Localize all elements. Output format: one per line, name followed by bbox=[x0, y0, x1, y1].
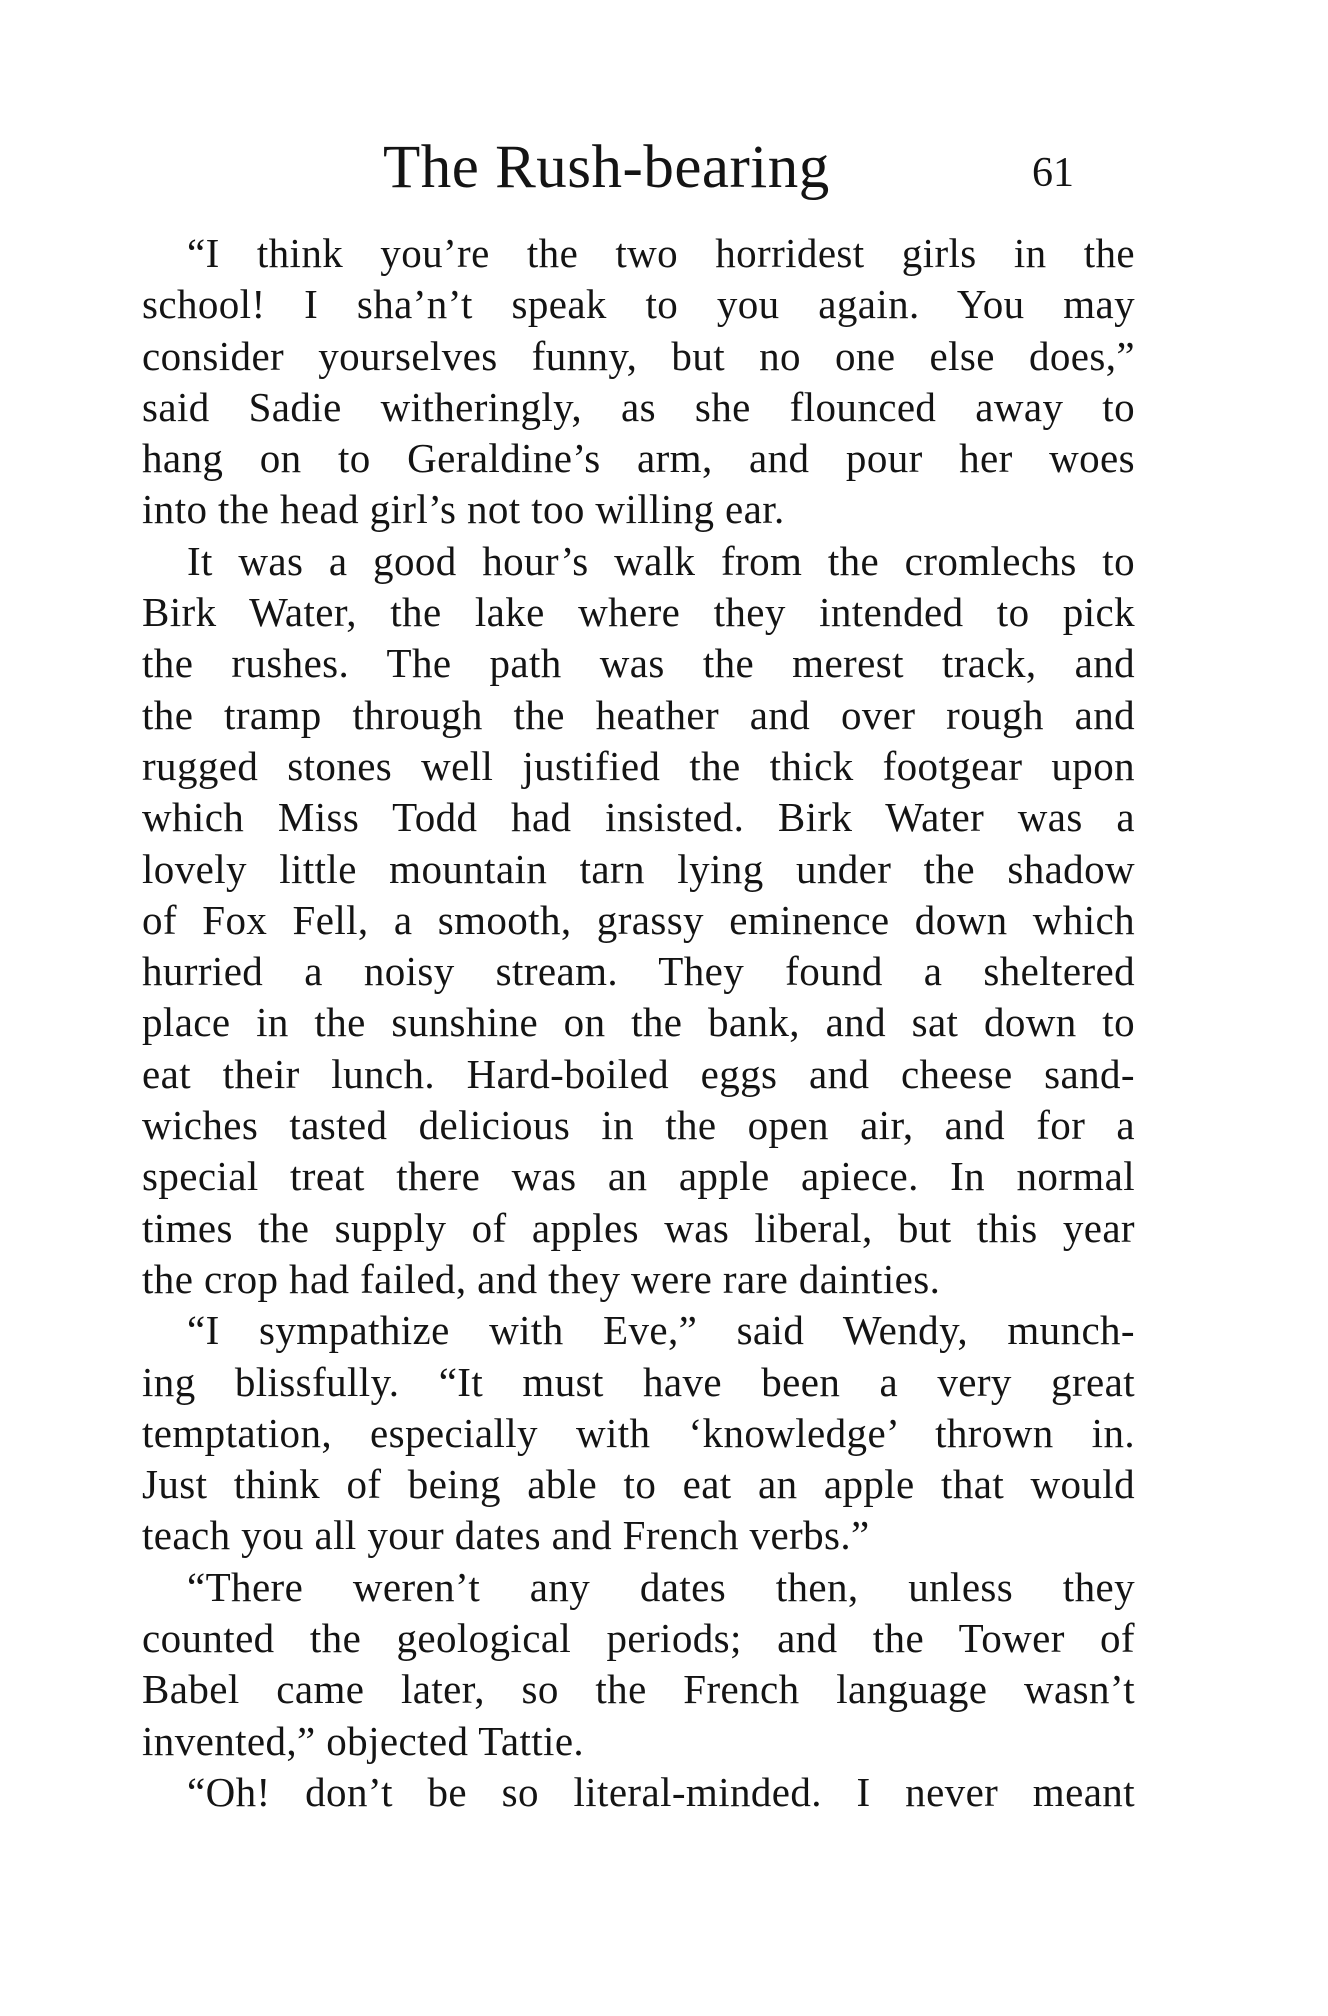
text-line: It was a good hour’s walk from the cromlechs to bbox=[187, 537, 1135, 584]
text-line: rugged stones well justified the thick footgear upon bbox=[142, 742, 1135, 789]
text-line: teach you all your dates and French verbs.” bbox=[142, 1512, 870, 1559]
text-line: “Oh! don’t be so literal-minded. I never meant bbox=[187, 1768, 1135, 1815]
text-line: “I sympathize with Eve,” said Wendy, munch- bbox=[187, 1307, 1135, 1354]
text-line: hang on to Geraldine’s arm, and pour her woes bbox=[142, 435, 1135, 482]
text-line: the crop had failed, and they were rare dainties. bbox=[142, 1255, 941, 1302]
page-number: 61 bbox=[1032, 150, 1074, 196]
text-line: Just think of being able to eat an apple that would bbox=[142, 1461, 1135, 1508]
text-line: times the supply of apples was liberal, but this year bbox=[142, 1204, 1135, 1251]
text-line: hurried a noisy stream. They found a sheltered bbox=[142, 948, 1135, 995]
running-head bbox=[140, 128, 1140, 208]
text-line: invented,” objected Tattie. bbox=[142, 1717, 585, 1764]
text-line: wiches tasted delicious in the open air, and for a bbox=[142, 1102, 1135, 1149]
text-line: said Sadie witheringly, as she flounced away to bbox=[142, 383, 1135, 430]
text-line: Babel came later, so the French language wasn’t bbox=[142, 1666, 1135, 1713]
text-line: into the head girl’s not too willing ear. bbox=[142, 486, 785, 533]
text-line: temptation, especially with ‘knowledge’ thrown in. bbox=[142, 1409, 1135, 1456]
text-line: special treat there was an apple apiece. In normal bbox=[142, 1153, 1135, 1200]
text-line: of Fox Fell, a smooth, grassy eminence down which bbox=[142, 896, 1135, 943]
text-line: counted the geological periods; and the Tower of bbox=[142, 1615, 1135, 1662]
text-line: the rushes. The path was the merest track, and bbox=[142, 640, 1135, 687]
text-line: ing blissfully. “It must have been a very great bbox=[142, 1358, 1135, 1405]
text-line: Birk Water, the lake where they intended to pick bbox=[142, 589, 1135, 636]
text-line: “I think you’re the two horridest girls in the bbox=[187, 230, 1135, 276]
body-text bbox=[142, 228, 1135, 1818]
text-line: school! I sha’n’t speak to you again. You may bbox=[142, 281, 1135, 328]
text-line: eat their lunch. Hard-boiled eggs and cheese sand- bbox=[142, 1050, 1135, 1097]
text-line: lovely little mountain tarn lying under the shadow bbox=[142, 845, 1135, 892]
text-line: which Miss Todd had insisted. Birk Water was a bbox=[142, 794, 1135, 841]
text-line: the tramp through the heather and over rough and bbox=[142, 691, 1135, 738]
text-line: place in the sunshine on the bank, and sat down to bbox=[142, 999, 1135, 1046]
running-title: The Rush-bearing bbox=[383, 134, 830, 201]
text-line: “There weren’t any dates then, unless they bbox=[187, 1563, 1135, 1610]
text-line: consider yourselves funny, but no one else does,” bbox=[142, 332, 1135, 379]
